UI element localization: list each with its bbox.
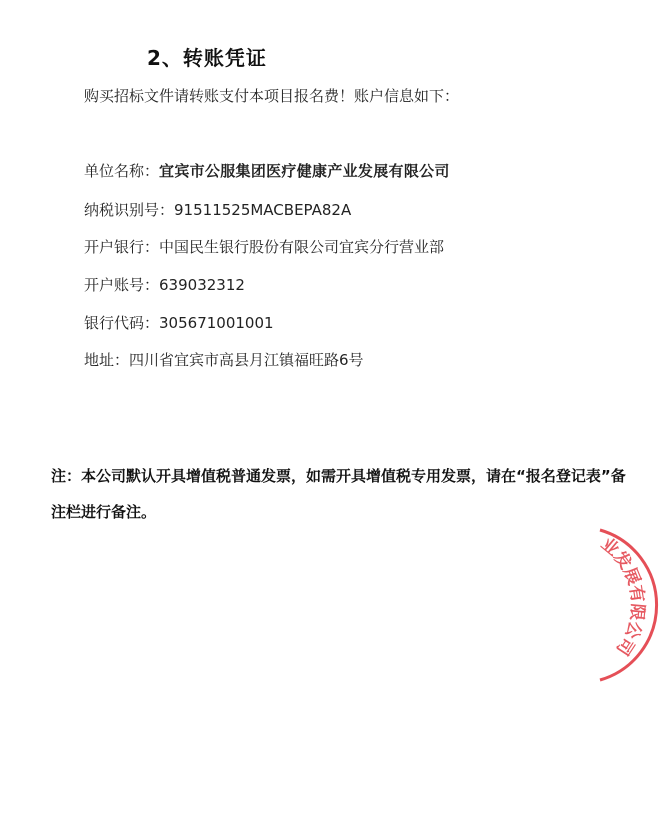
account-number-label: 开户账号： — [84, 276, 160, 294]
bank-row — [84, 236, 444, 257]
account-number-row — [84, 274, 245, 295]
tax-id-row — [84, 199, 351, 220]
address-row — [84, 349, 364, 370]
address-label: 地址： — [84, 351, 130, 369]
address-value: 四川省宜宾市高县月江镇福旺路6号 — [129, 351, 364, 369]
company-seal-stamp — [548, 522, 667, 682]
bank-code-row — [84, 312, 274, 333]
company-name-row — [84, 160, 450, 181]
tax-id-label: 纳税识别号： — [84, 201, 175, 219]
seal-text: 业发展有限公司 — [596, 534, 648, 659]
invoice-note: 注：本公司默认开具增值税普通发票，如需开具增值税专用发票，请在“报名登记表”备注栏进行备注。 — [51, 467, 626, 521]
tax-id-value: 91511525MACBEPA82A — [174, 201, 352, 219]
section-heading: 2、转账凭证 — [147, 46, 267, 70]
account-number-value: 639032312 — [159, 276, 245, 294]
company-name-value: 宜宾市公服集团医疗健康产业发展有限公司 — [159, 162, 450, 180]
bank-value: 中国民生银行股份有限公司宜宾分行营业部 — [159, 238, 445, 256]
intro-text: 购买招标文件请转账支付本项目报名费！账户信息如下： — [84, 87, 460, 105]
bank-code-label: 银行代码： — [84, 314, 160, 332]
company-name-label: 单位名称： — [84, 162, 160, 180]
bank-code-value: 305671001001 — [159, 314, 274, 332]
bank-label: 开户银行： — [84, 238, 160, 256]
